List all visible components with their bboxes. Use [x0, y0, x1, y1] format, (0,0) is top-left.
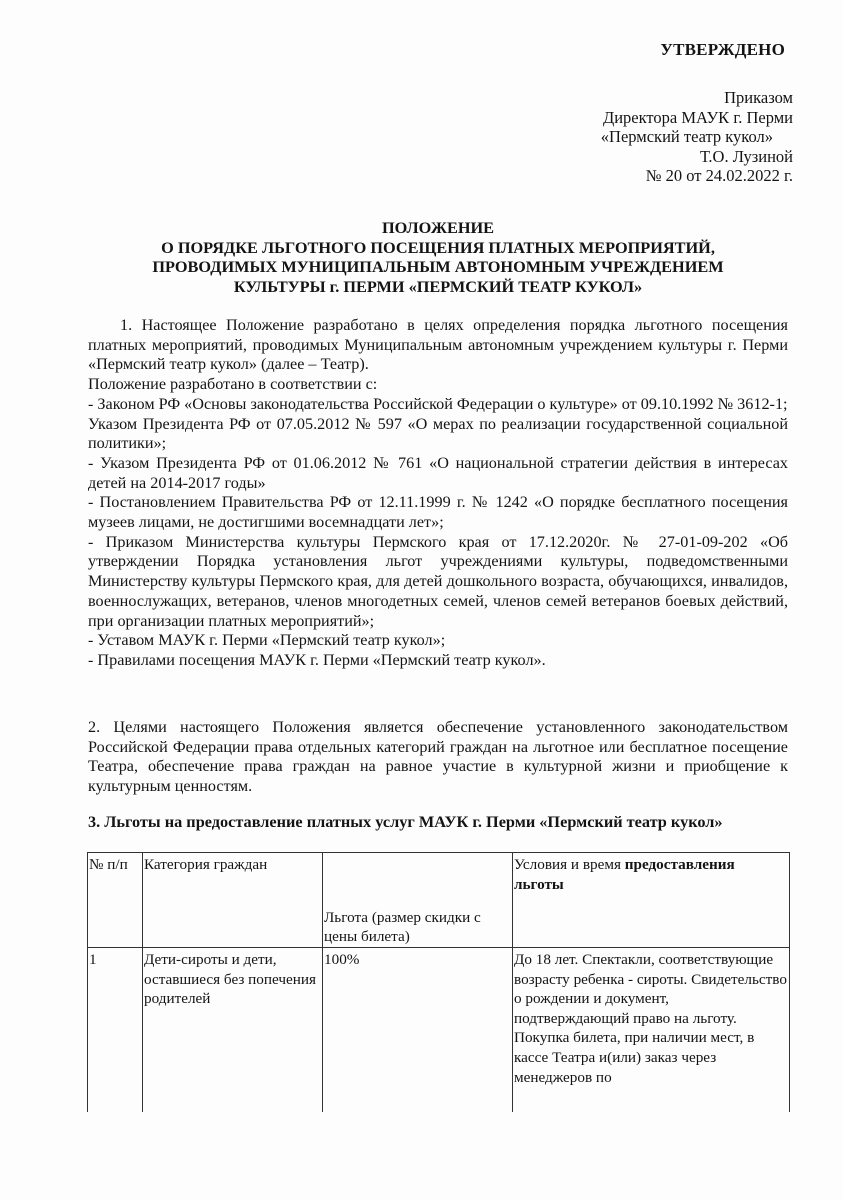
header-category: Категория граждан [143, 853, 323, 948]
cell-benefit: 100% [323, 948, 513, 1113]
document-title [88, 218, 788, 296]
header-conditions [513, 853, 790, 948]
cell-number: 1 [88, 948, 143, 1113]
approval-block [601, 88, 793, 186]
benefits-table [87, 852, 790, 1112]
approval-line: № 20 от 24.02.2022 г. [645, 166, 793, 186]
basis-item: - Приказом Министерства культуры Пермского края от 17.12.2020г. № 27-01-09-202 «Об утверждении Порядка установления льгот учреждениями культуры, подведомственными Министерству культуры Пермского края, для детей дошкольного возраста, обучающихся, инвалидов, военнослужащих, ветеранов, членов многодетных семей, членов семей ветеранов боевых действий, при организации платных мероприятий»; [88, 532, 788, 630]
approval-line: Директора МАУК г. Перми [602, 107, 793, 127]
section-2 [88, 718, 788, 797]
title-line: ПОЛОЖЕНИЕ [381, 218, 495, 237]
cell-conditions: До 18 лет. Спектакли, соответствующие возрасту ребенка - сироты. Свидетельство о рождении и документ, подтверждающий право на льготу. Покупка билета, при наличии мест, в кассе Театра и(или) заказ через менеджеров по [513, 948, 790, 1113]
basis-item: Указом Президента РФ от 07.05.2012 № 597 «О мерах по реализации государственной социальной политики»; [88, 414, 788, 453]
approval-line: «Пермский театр кукол» [600, 127, 773, 147]
approval-line: Т.О. Лузиной [699, 146, 793, 166]
cell-category: Дети-сироты и дети, оставшиеся без попечения родителей [143, 948, 323, 1113]
basis-heading: Положение разработано в соответствии с: [88, 375, 378, 394]
header-conditions-bold: предоставления льготы [514, 856, 735, 893]
table-header-row [88, 853, 790, 948]
header-number: № п/п [88, 853, 143, 948]
section-3-heading: 3. Льготы на предоставление платных услуг МАУК г. Перми «Пермский театр кукол» [88, 812, 723, 831]
section-1 [88, 316, 788, 671]
basis-item: - Уставом МАУК г. Перми «Пермский театр кукол»; [88, 631, 446, 650]
section-2-text: 2. Целями настоящего Положения является обеспечение установленного законодательством Российской Федерации права отдельных категорий граждан на льготное или бесплатное посещение Театра, обеспечение права граждан на равное участие в культурной жизни и приобщение к культурным ценностям. [88, 718, 788, 796]
table-row [88, 948, 790, 1113]
basis-item: - Постановлением Правительства РФ от 12.11.1999 г. № 1242 «О порядке бесплатного посещения музеев лицами, не достигшими восемнадцати лет»; [88, 493, 788, 532]
section-1-intro: 1. Настоящее Положение разработано в целях определения порядка льготного посещения платных мероприятий, проводимых Муниципальным автономным учреждением культуры г. Перми «Пермский театр кукол» (далее – Театр). [88, 316, 788, 374]
basis-item: - Законом РФ «Основы законодательства Российской Федерации о культуре» от 09.10.1992 № 3612-1; [88, 394, 788, 413]
approved-stamp: УТВЕРЖДЕНО [660, 40, 785, 59]
header-benefit: Льгота (размер скидки с цены билета) [323, 853, 513, 948]
approval-line: Приказом [724, 88, 793, 107]
basis-item: - Правилами посещения МАУК г. Перми «Пермский театр кукол». [88, 650, 546, 669]
title-line: ПРОВОДИМЫХ МУНИЦИПАЛЬНЫМ АВТОНОМНЫМ УЧРЕЖДЕНИЕМ [152, 257, 724, 276]
header-conditions-normal: Условия и время [514, 856, 625, 873]
title-line: О ПОРЯДКЕ ЛЬГОТНОГО ПОСЕЩЕНИЯ ПЛАТНЫХ МЕРОПРИЯТИЙ, [161, 237, 715, 257]
basis-item: - Указом Президента РФ от 01.06.2012 № 761 «О национальной стратегии действия в интересах детей на 2014-2017 годы» [88, 453, 788, 492]
title-line: КУЛЬТУРЫ г. ПЕРМИ «ПЕРМСКИЙ ТЕАТР КУКОЛ» [233, 276, 643, 296]
